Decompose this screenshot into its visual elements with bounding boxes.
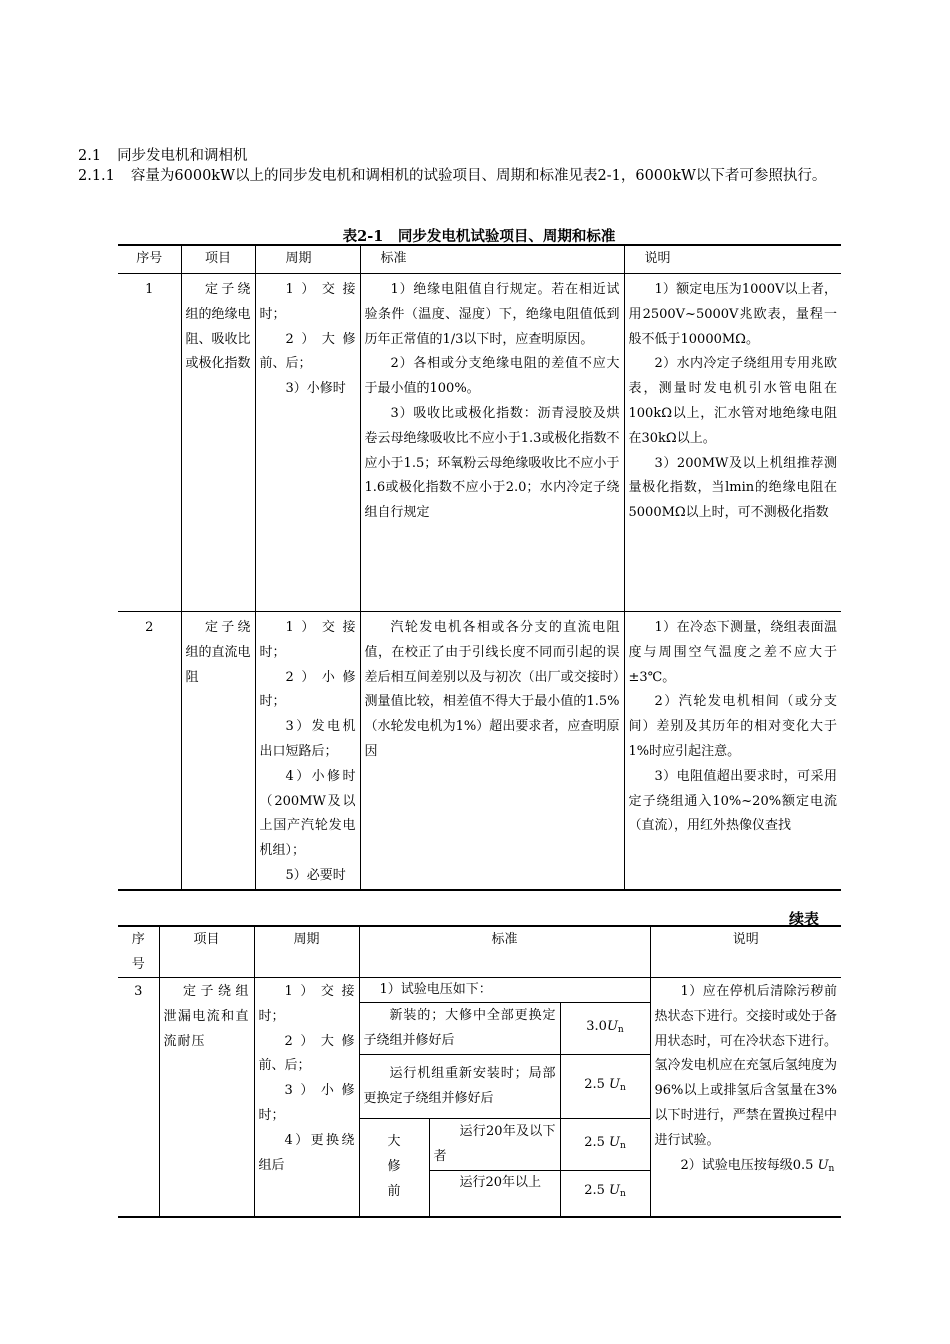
voltage-value: 2.5 $U_n$: [560, 1119, 650, 1171]
table2-header-row: [118, 926, 841, 978]
header-standard: 标准: [360, 245, 624, 274]
period-line: 3）发电机出口短路后；: [259, 719, 356, 759]
voltage-condition: 运行20年以上: [429, 1171, 560, 1217]
header-item: 项目: [159, 926, 254, 978]
row-note: [650, 978, 841, 1217]
table-2-1: [118, 244, 841, 891]
period-line: 1）交接时；: [258, 984, 355, 1024]
voltage-condition: 运行20年及以下者: [429, 1119, 560, 1171]
row-note: [624, 274, 841, 612]
row-standard: [360, 274, 624, 612]
table1-header-row: [118, 245, 841, 274]
row-seq: 3: [118, 978, 159, 1217]
table1-caption: 表2-1 同步发电机试验项目、周期和标准: [342, 228, 616, 245]
period-line: 2）大修前、后；: [259, 331, 356, 372]
row-standard: [360, 612, 624, 890]
row-item: 定子绕组的直流电阻: [181, 612, 255, 890]
section-title: 同步发电机和调相机: [117, 148, 248, 164]
note-paragraph: 2）试验电压按每级0.5 $U_n$: [680, 1157, 835, 1174]
standard-paragraph: 3）吸收比或极化指数：沥青浸胶及烘卷云母绝缘吸收比不应小于1.3或极化指数不应小于1.5；环氧粉云母绝缘吸收比不应小于1.6或极化指数不应小于2.0；水内冷定子绕组自行规定: [364, 405, 620, 521]
header-period: 周期: [255, 245, 360, 274]
table-2-1-continued: [118, 925, 841, 1218]
voltage-condition: 运行机组重新安装时；局部更换定子绕组并修好后: [359, 1055, 560, 1119]
row-period: [254, 978, 359, 1217]
standard-title: 1）试验电压如下：: [359, 978, 650, 1003]
voltage-value: 2.5 $U_n$: [560, 1055, 650, 1119]
subsection-paragraph: [78, 166, 886, 187]
header-note: 说明: [624, 245, 841, 274]
subsection-text: 容量为6000kW以上的同步发电机和调相机的试验项目、周期和标准见表2-1，6000kW以下者可参照执行。: [130, 168, 827, 184]
period-line: 2）小修时；: [259, 669, 356, 710]
note-paragraph: 3）200MW及以上机组推荐测量极化指数，当lmin的绝缘电阻在5000MΩ以上时，可不测极化指数: [628, 455, 837, 521]
table-row: [118, 978, 841, 1003]
standard-paragraph: 1）绝缘电阻值自行规定。若在相近试验条件（温度、湿度）下，绝缘电阻值低到历年正常值的1/3以下时，应查明原因。: [364, 282, 620, 347]
note-paragraph: 1）额定电压为1000V以上者，用2500V~5000V兆欧表，量程一般不低于10000MΩ。: [628, 282, 837, 347]
standard-paragraph: 2）各相或分支绝缘电阻的差值不应大于最小值的100%。: [364, 356, 620, 397]
note-paragraph: 1）应在停机后清除污秽前热状态下进行。交接时或处于备用状态时，可在冷状态下进行。氢冷发电机应在充氢后氢纯度为96%以上或排氢后含氢量在3%以下时进行，严禁在置换过程中进行试验。: [654, 984, 837, 1148]
period-line: 1）交接时；: [259, 620, 356, 660]
header-seq: 序号: [118, 245, 181, 274]
row-period: [255, 274, 360, 612]
header-seq: 序号: [118, 926, 159, 978]
table-row: [118, 274, 841, 612]
period-line: 2）大修前、后；: [258, 1033, 355, 1074]
header-item: 项目: [181, 245, 255, 274]
before-overhaul-label: 大修前: [359, 1119, 429, 1217]
row-seq: 2: [145, 620, 154, 635]
note-paragraph: 2）汽轮发电机相间（或分支间）差别及其历年的相对变化大于1%时应引起注意。: [628, 694, 837, 759]
note-paragraph: 3）电阻值超出要求时，可采用定子绕组通入10%~20%额定电流（直流），用红外热像仪查找: [628, 768, 837, 834]
row-item: 定子绕组泄漏电流和直流耐压: [159, 978, 254, 1217]
note-paragraph: 1）在冷态下测量，绕组表面温度与周围空气温度之差不应大于±3℃。: [628, 620, 837, 685]
period-line: 4）更换绕组后: [258, 1132, 355, 1173]
table-row: [118, 612, 841, 890]
continued-caption: 续表: [789, 910, 820, 928]
period-line: 4）小修时（200MW及以上国产汽轮发电机组）；: [259, 768, 356, 859]
period-line: 5）必要时: [285, 867, 346, 883]
voltage-value: 2.5 $U_n$: [560, 1171, 650, 1217]
row-item: 定子绕组的绝缘电阻、吸收比或极化指数: [181, 274, 255, 612]
period-line: 1）交接时；: [259, 282, 356, 322]
note-paragraph: 2）水内冷定子绕组用专用兆欧表，测量时发电机引水管电阻在100kΩ以上，汇水管对地绝缘电阻在30kΩ以上。: [628, 356, 837, 446]
section-heading: [78, 146, 248, 167]
period-line: 3）小修时；: [258, 1083, 355, 1123]
period-line: 3）小修时: [285, 381, 346, 397]
row-period: [255, 612, 360, 890]
header-standard: 标准: [359, 926, 650, 978]
header-period: 周期: [254, 926, 359, 978]
voltage-condition: 新装的；大修中全部更换定子绕组并修好后: [359, 1003, 560, 1055]
voltage-value: $3.0U_n$: [560, 1003, 650, 1055]
row-note: [624, 612, 841, 890]
row-seq: 1: [118, 274, 181, 612]
header-note: 说明: [650, 926, 841, 978]
subsection-number: 2.1.1: [78, 168, 115, 184]
section-number: 2.1: [78, 148, 102, 164]
standard-paragraph: 汽轮发电机各相或各分支的直流电阻值，在校正了由于引线长度不同而引起的误差后相互间差别以及与初次（出厂或交接时）测量值比较，相差值不得大于最小值的1.5%（水轮发电机为1%）超出要求者，应查明原因: [364, 620, 620, 759]
